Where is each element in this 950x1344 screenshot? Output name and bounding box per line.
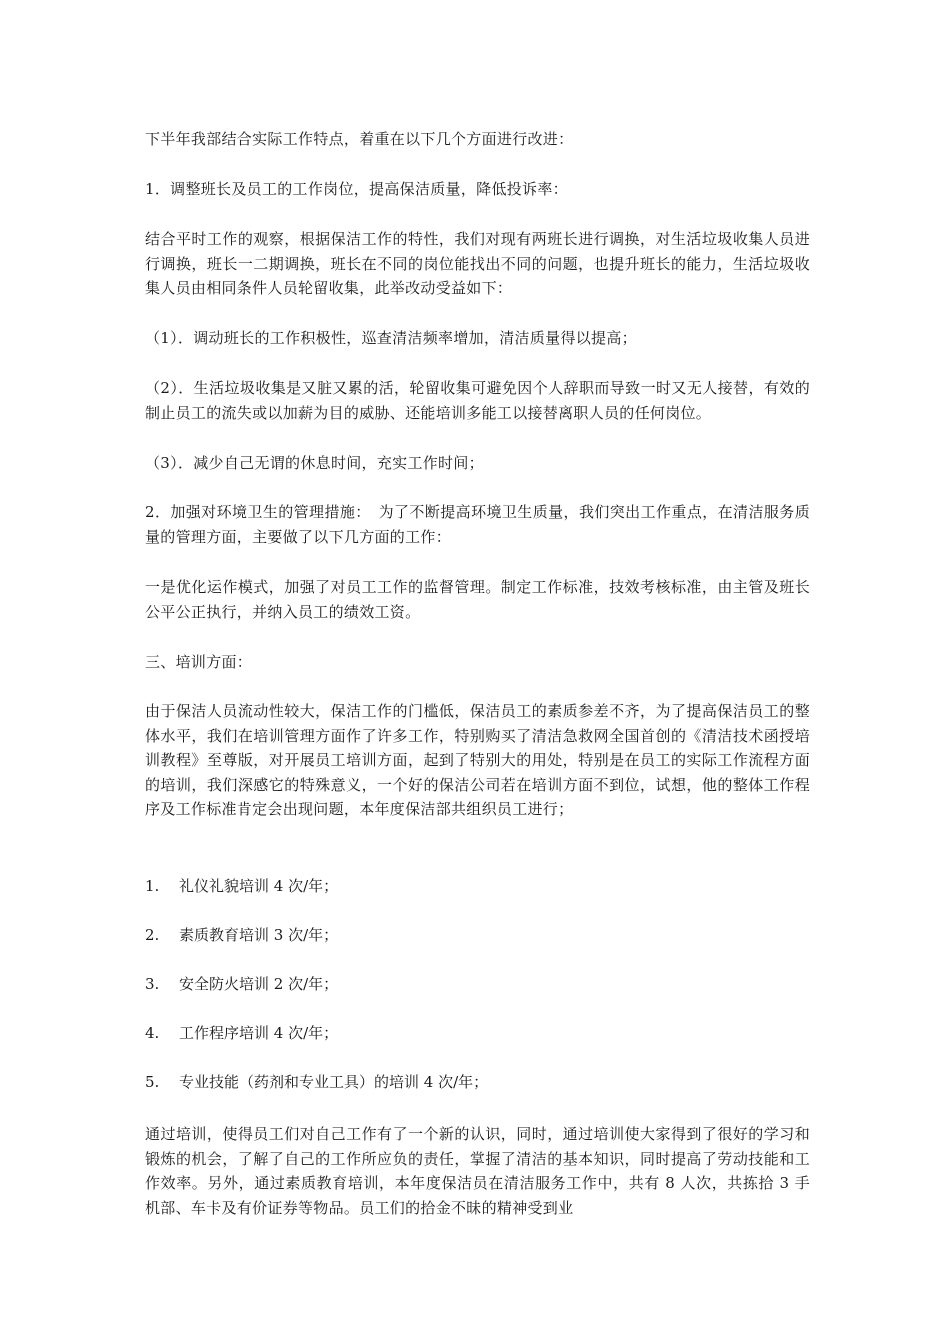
heading-item-1: 1．调整班长及员工的工作岗位，提高保洁质量，降低投诉率： [145,180,568,198]
paragraph-intro: 下半年我部结合实际工作特点，着重在以下几个方面进行改进： [145,130,574,148]
paragraph-point-2: （2）．生活垃圾收集是又脏又累的活，轮留收集可避免因个人辞职而导致一时又无人接替，有效的制止员工的流失或以加薪为目的威胁、还能培训多能工以接替离职人员的任何岗位。 [145,379,810,422]
paragraph-point-3: （3）．减少自己无谓的休息时间，充实工作时间； [145,454,484,472]
paragraph-optimization: 一是优化运作模式，加强了对员工工作的监督管理。制定工作标准，技效考核标准，由主管及班长公平公正执行，并纳入员工的绩效工资。 [145,578,810,621]
list-item [145,923,810,948]
list-item-text: 专业技能（药剂和专业工具）的培训 4 次/年； [179,1073,489,1091]
training-list [145,874,810,1095]
list-item-text: 工作程序培训 4 次/年； [179,1024,339,1042]
section-heading-training: 三、培训方面： [145,653,253,671]
list-item [145,1021,810,1046]
paragraph-training: 由于保洁人员流动性较大，保洁工作的门槛低，保洁员工的素质参差不齐，为了提高保洁员工的整体水平，我们在培训管理方面作了许多工作，特别购买了清洁急救网全国首创的《清洁技术函授培训教程》至尊版，对开展员工培训方面，起到了特别大的用处，特别是在员工的实际工作流程方面的培训，我们深感它的特殊意义，一个好的保洁公司若在培训方面不到位，试想，他的整体工作程序及工作标准肯定会出现问题，本年度保洁部共组织员工进行； [145,702,810,818]
paragraph-training-results: 通过培训，使得员工们对自己工作有了一个新的认识，同时，通过培训使大家得到了很好的学习和锻炼的机会，了解了自己的工作所应负的责任，掌握了清洁的基本知识，同时提高了劳动技能和工作效率。另外，通过素质教育培训，本年度保洁员在清洁服务工作中，共有 8 人次，共拣拾 3 手机部、车卡及有价证券等物品。员工们的拾金不昧的精神受到业 [145,1125,810,1217]
list-item-number: 1. [145,877,160,895]
list-item-number: 3. [145,975,160,993]
paragraph-adjustment: 结合平时工作的观察，根据保洁工作的特性，我们对现有两班长进行调换，对生活垃圾收集人员进行调换，班长一二期调换，班长在不同的岗位能找出不同的问题，也提升班长的能力，生活垃圾收集人员由相同条件人员轮留收集，此举改动受益如下： [145,230,810,297]
list-item-text: 安全防火培训 2 次/年； [179,975,339,993]
list-item [145,1070,810,1095]
heading-item-2: 2．加强对环境卫生的管理措施： 为了不断提高环境卫生质量，我们突出工作重点，在清洁服务质量的管理方面，主要做了以下几方面的工作： [145,503,810,546]
list-item [145,874,810,899]
list-item-number: 5. [145,1073,160,1091]
paragraph-point-1: （1）．调动班长的工作积极性，巡查清洁频率增加，清洁质量得以提高； [145,329,637,347]
list-item-number: 4. [145,1024,160,1042]
list-item [145,972,810,997]
list-item-text: 素质教育培训 3 次/年； [179,926,339,944]
list-item-text: 礼仪礼貌培训 4 次/年； [179,877,339,895]
list-item-number: 2. [145,926,160,944]
